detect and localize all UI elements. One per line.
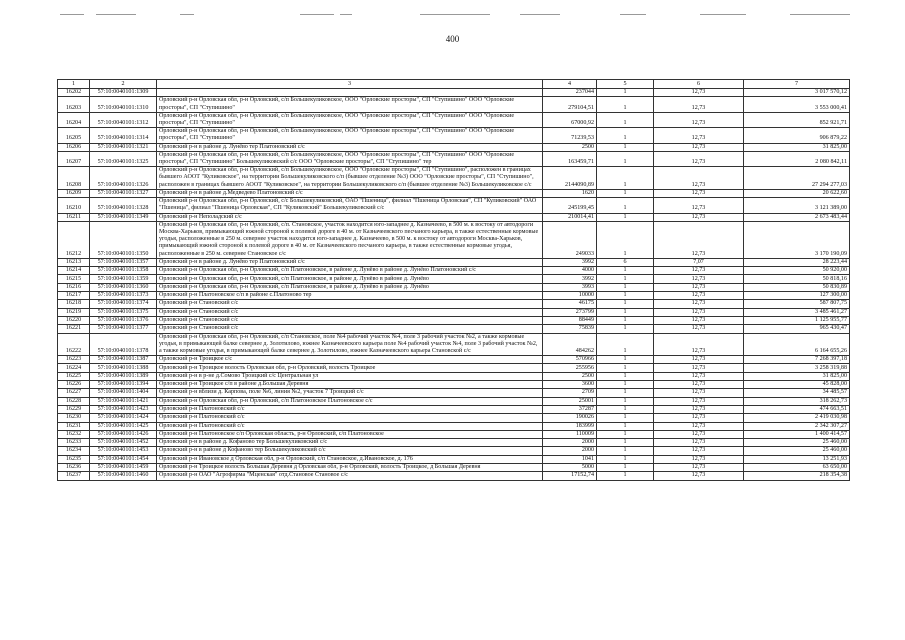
location-description-cell: Орловский р-н в районе д.Медведево Платоновский с/с bbox=[157, 189, 543, 197]
column-header: 7 bbox=[744, 80, 850, 89]
area-cell: 17152,74 bbox=[543, 472, 597, 480]
row-number-cell: 16222 bbox=[58, 333, 90, 356]
row-number-cell: 16216 bbox=[58, 283, 90, 291]
row-number-cell: 16217 bbox=[58, 292, 90, 300]
category-cell: 1 bbox=[597, 405, 654, 413]
category-cell: 1 bbox=[597, 333, 654, 356]
cadastral-value-cell: 20 622,60 bbox=[744, 189, 850, 197]
location-description-cell: Орловский р-н вблизи д. Карпова, поле №6, линия №2, участок 7 Троицкий с/с bbox=[157, 389, 543, 397]
cadastral-value-cell: 1 125 955,77 bbox=[744, 316, 850, 324]
row-number-cell: 16208 bbox=[58, 167, 90, 190]
cadastral-number-cell: 57:10:0040101:1359 bbox=[90, 275, 157, 283]
category-cell: 1 bbox=[597, 397, 654, 405]
rate-cell: 12,73 bbox=[654, 128, 744, 143]
rate-cell: 12,73 bbox=[654, 213, 744, 221]
area-cell: 67000,92 bbox=[543, 112, 597, 127]
cadastral-number-cell: 57:10:0040101:1321 bbox=[90, 143, 157, 151]
table-row bbox=[58, 300, 850, 308]
location-description-cell: Орловский р-н Троицкое с/п в районе д.Большая Деревня bbox=[157, 381, 543, 389]
category-cell: 1 bbox=[597, 439, 654, 447]
cadastral-value-cell: 25 460,00 bbox=[744, 439, 850, 447]
cadastral-value-cell: 50 920,00 bbox=[744, 267, 850, 275]
area-cell: 183999 bbox=[543, 422, 597, 430]
rate-cell: 12,73 bbox=[654, 292, 744, 300]
category-cell: 1 bbox=[597, 283, 654, 291]
cadastral-value-cell: 3 258 319,88 bbox=[744, 364, 850, 372]
area-cell: 2144090,89 bbox=[543, 167, 597, 190]
row-number-cell: 16226 bbox=[58, 381, 90, 389]
cadastral-value-cell: 2 342 307,27 bbox=[744, 422, 850, 430]
cadastral-value-cell: 2 673 483,44 bbox=[744, 213, 850, 221]
rate-cell: 12,73 bbox=[654, 221, 744, 258]
table-row bbox=[58, 439, 850, 447]
location-description-cell: Орловский р-н Орловская обл, р-н Орловский, с/п Платоновское, в районе д. Лунёво в районе д. Лунёво bbox=[157, 283, 543, 291]
location-description-cell: Орловский р-н Ивановское д Орловская обл, р-н Орловский, с/п Становское, д.Ивановское, д. 176 bbox=[157, 455, 543, 463]
location-description-cell: Орловский р-н Орловская обл, р-н Орловский, с/п Большекуликовское, ООО "Орловские просторы", СП "Ступишино" ООО "Орловские просторы", СП "Ступишино" bbox=[157, 112, 543, 127]
cadastral-number-cell: 57:10:0040101:1326 bbox=[90, 167, 157, 190]
rate-cell: 12,73 bbox=[654, 455, 744, 463]
category-cell: 1 bbox=[597, 316, 654, 324]
location-description-cell: Орловский р-н Орловская обл, р-н Орловский, с/п Становское, поле №4 рабочий участок №4, поле 3 рабочий участок №2, а также кормовые угодья, в примыкающей балке севернее д. Золотилово, южнее Казначеевского карьера поле №4 рабочий участок №4, поле 3 рабочий участок №2, а также кормовые угодья, в примыкающей балке севернее д. Золотилово, южнее Казначеевского карьера Становской с/с bbox=[157, 333, 543, 356]
area-cell: 2000 bbox=[543, 439, 597, 447]
row-number-cell: 16232 bbox=[58, 430, 90, 438]
rate-cell: 12,73 bbox=[654, 397, 744, 405]
cadastral-value-cell: 3 553 000,41 bbox=[744, 97, 850, 112]
row-number-cell: 16215 bbox=[58, 275, 90, 283]
category-cell: 1 bbox=[597, 189, 654, 197]
land-registry-table bbox=[57, 79, 850, 481]
table-row bbox=[58, 414, 850, 422]
scan-artifact bbox=[0, 14, 905, 18]
cadastral-value-cell: 965 430,47 bbox=[744, 325, 850, 333]
table-row bbox=[58, 128, 850, 143]
area-cell: 71239,53 bbox=[543, 128, 597, 143]
table-row bbox=[58, 364, 850, 372]
row-number-cell: 16203 bbox=[58, 97, 90, 112]
table-row bbox=[58, 267, 850, 275]
cadastral-number-cell: 57:10:0040101:1374 bbox=[90, 300, 157, 308]
cadastral-value-cell: 2 080 842,11 bbox=[744, 151, 850, 166]
rate-cell: 12,73 bbox=[654, 372, 744, 380]
location-description-cell: Орловский р-н Платоновский с/с bbox=[157, 414, 543, 422]
location-description-cell: Орловский р-н Неполадский с/с bbox=[157, 213, 543, 221]
column-header: 4 bbox=[543, 80, 597, 89]
cadastral-value-cell: 63 650,00 bbox=[744, 463, 850, 471]
category-cell: 1 bbox=[597, 372, 654, 380]
cadastral-value-cell: 3 485 461,27 bbox=[744, 308, 850, 316]
cadastral-value-cell: 906 879,22 bbox=[744, 128, 850, 143]
row-number-cell: 16219 bbox=[58, 308, 90, 316]
area-cell: 163459,71 bbox=[543, 151, 597, 166]
rate-cell: 12,73 bbox=[654, 112, 744, 127]
row-number-cell: 16202 bbox=[58, 89, 90, 97]
category-cell: 1 bbox=[597, 97, 654, 112]
cadastral-number-cell: 57:10:0040101:1459 bbox=[90, 463, 157, 471]
table-row bbox=[58, 221, 850, 258]
rate-cell: 12,73 bbox=[654, 308, 744, 316]
header-row bbox=[58, 80, 850, 89]
table-row bbox=[58, 455, 850, 463]
location-description-cell: Орловский р-н Орловская обл, р-н Орловский, с/п Большекуликовское, ООО "Орловские просторы", СП "Ступишино" ООО "Орловские просторы", СП "Ступишино" Большекуликовский с/с ООО "Орловские просторы", СП "Ступишино" тер bbox=[157, 151, 543, 166]
area-cell: 190026 bbox=[543, 414, 597, 422]
cadastral-number-cell: 57:10:0040101:1349 bbox=[90, 213, 157, 221]
category-cell: 1 bbox=[597, 455, 654, 463]
table-row bbox=[58, 316, 850, 324]
rate-cell: 12,73 bbox=[654, 316, 744, 324]
row-number-cell: 16213 bbox=[58, 258, 90, 266]
table-row bbox=[58, 292, 850, 300]
rate-cell: 12,73 bbox=[654, 97, 744, 112]
area-cell: 46175 bbox=[543, 300, 597, 308]
location-description-cell: Орловский р-н Орловская обл, р-н Орловский, с/п Платоновское, в районе д. Лунёво в районе д. Лунёво Платоновский с/с bbox=[157, 267, 543, 275]
category-cell: 1 bbox=[597, 198, 654, 213]
location-description-cell: Орловский р-н Орловская обл, р-н Орловский, с/п Платоновское Платоновское с/с bbox=[157, 397, 543, 405]
location-description-cell: Орловский р-н Становский с/с bbox=[157, 325, 543, 333]
row-number-cell: 16235 bbox=[58, 455, 90, 463]
location-description-cell: Орловский р-н Орловская обл, р-н Орловский, с/п Большекуликовское, ООО "Орловские просторы", СП "Ступишино", расположен в границах бывшего АООТ "Куликовское", на территории Большекуликовского с/п (бывшее отделение №3) ООО "Орловские просторы", СП "Ступишино", расположен в границах бывшего АООТ "Куликовское", на территории Большекуликовского с/п (бывшее отделение №3) Большекуликовское с/с bbox=[157, 167, 543, 190]
location-description-cell: Орловский р-н Становский с/с bbox=[157, 308, 543, 316]
area-cell: 75839 bbox=[543, 325, 597, 333]
row-number-cell: 16227 bbox=[58, 389, 90, 397]
area-cell: 3600 bbox=[543, 381, 597, 389]
rate-cell: 12,73 bbox=[654, 422, 744, 430]
cadastral-value-cell: 25 460,00 bbox=[744, 447, 850, 455]
area-cell: 3993 bbox=[543, 283, 597, 291]
rate-cell: 12,73 bbox=[654, 356, 744, 364]
location-description-cell: Орловский р-н в р-не д.Сомово Троицкий с/с Центральная ул bbox=[157, 372, 543, 380]
category-cell: 1 bbox=[597, 463, 654, 471]
rate-cell: 12,73 bbox=[654, 439, 744, 447]
cadastral-number-cell: 57:10:0040101:1325 bbox=[90, 151, 157, 166]
cadastral-value-cell: 7 268 397,18 bbox=[744, 356, 850, 364]
category-cell: 1 bbox=[597, 325, 654, 333]
table-row bbox=[58, 447, 850, 455]
cadastral-value-cell: 3 170 190,09 bbox=[744, 221, 850, 258]
table-row bbox=[58, 151, 850, 166]
area-cell: 1041 bbox=[543, 455, 597, 463]
category-cell: 1 bbox=[597, 221, 654, 258]
table-row bbox=[58, 198, 850, 213]
category-cell: 1 bbox=[597, 472, 654, 480]
cadastral-value-cell: 27 294 277,03 bbox=[744, 167, 850, 190]
table-row bbox=[58, 389, 850, 397]
location-description-cell bbox=[157, 89, 543, 97]
row-number-cell: 16207 bbox=[58, 151, 90, 166]
cadastral-value-cell: 318 262,73 bbox=[744, 397, 850, 405]
row-number-cell: 16224 bbox=[58, 364, 90, 372]
area-cell: 245199,45 bbox=[543, 198, 597, 213]
rate-cell: 12,73 bbox=[654, 414, 744, 422]
cadastral-value-cell: 127 300,00 bbox=[744, 292, 850, 300]
category-cell: 1 bbox=[597, 213, 654, 221]
area-cell: 4000 bbox=[543, 267, 597, 275]
table-row bbox=[58, 333, 850, 356]
area-cell: 25001 bbox=[543, 397, 597, 405]
rate-cell: 12,73 bbox=[654, 143, 744, 151]
column-header: 6 bbox=[654, 80, 744, 89]
rate-cell: 12,73 bbox=[654, 325, 744, 333]
rate-cell: 7,07 bbox=[654, 258, 744, 266]
cadastral-number-cell: 57:10:0040101:1350 bbox=[90, 221, 157, 258]
location-description-cell: Орловский р-н Платоновское с/п в районе с.Платоново тер bbox=[157, 292, 543, 300]
location-description-cell: Орловский р-н Платоновское с/п Орловская область, р-н Орловский, с/п Платоновское bbox=[157, 430, 543, 438]
location-description-cell: Орловский р-н в районе д. Лунёво тер Платоновский с/с bbox=[157, 258, 543, 266]
location-description-cell: Орловский р-н Троицкое волость Большая Деревня д Орловская обл, р-н Орловский, волость Троицкое, д Большая Деревня bbox=[157, 463, 543, 471]
rate-cell: 12,73 bbox=[654, 447, 744, 455]
cadastral-number-cell: 57:10:0040101:1377 bbox=[90, 325, 157, 333]
rate-cell: 12,73 bbox=[654, 275, 744, 283]
area-cell: 10000 bbox=[543, 292, 597, 300]
table-row bbox=[58, 463, 850, 471]
table-row bbox=[58, 308, 850, 316]
area-cell: 5000 bbox=[543, 463, 597, 471]
cadastral-value-cell: 2 419 030,98 bbox=[744, 414, 850, 422]
cadastral-number-cell: 57:10:0040101:1378 bbox=[90, 333, 157, 356]
location-description-cell: Орловский р-н в районе д. Кофаново тер Большекуликовский с/с bbox=[157, 439, 543, 447]
rate-cell: 12,73 bbox=[654, 463, 744, 471]
area-cell: 1620 bbox=[543, 189, 597, 197]
table-row bbox=[58, 430, 850, 438]
table-row bbox=[58, 143, 850, 151]
cadastral-value-cell: 587 807,75 bbox=[744, 300, 850, 308]
cadastral-value-cell: 50 830,89 bbox=[744, 283, 850, 291]
table-row bbox=[58, 167, 850, 190]
table-row bbox=[58, 275, 850, 283]
rate-cell: 12,73 bbox=[654, 151, 744, 166]
category-cell: 1 bbox=[597, 112, 654, 127]
cadastral-value-cell: 31 825,00 bbox=[744, 372, 850, 380]
area-cell: 2500 bbox=[543, 372, 597, 380]
category-cell: 1 bbox=[597, 267, 654, 275]
area-cell: 570966 bbox=[543, 356, 597, 364]
table-row bbox=[58, 381, 850, 389]
row-number-cell: 16206 bbox=[58, 143, 90, 151]
location-description-cell: Орловский р-н Троицкое волость Орловская обл, р-н Орловский, волость Троицкое bbox=[157, 364, 543, 372]
page-number: 400 bbox=[445, 34, 460, 44]
cadastral-number-cell: 57:10:0040101:1309 bbox=[90, 89, 157, 97]
location-description-cell: Орловский р-н Орловская обл, р-н Орловский, с/п Большекуликовское, ООО "Орловские просторы", СП "Ступишино" ООО "Орловские просторы", СП "Ступишино" bbox=[157, 128, 543, 143]
location-description-cell: Орловский р-н Орловская обл, р-н Орловский, с/с Большекуликовский, ОАО "Пшеница", филиал "Пшеница Орловская", СП "Куликовский" ОАО "Пшеница", филиал "Пшеница Орловская", СП "Куликовский" Большекуликовский с/с bbox=[157, 198, 543, 213]
area-cell: 255956 bbox=[543, 364, 597, 372]
rate-cell: 12,73 bbox=[654, 333, 744, 356]
rate-cell: 12,73 bbox=[654, 381, 744, 389]
cadastral-number-cell: 57:10:0040101:1460 bbox=[90, 472, 157, 480]
category-cell: 1 bbox=[597, 143, 654, 151]
table-row bbox=[58, 258, 850, 266]
location-description-cell: Орловский р-н в районе д. Лунёво тер Платоновский с/с bbox=[157, 143, 543, 151]
category-cell: 1 bbox=[597, 364, 654, 372]
cadastral-number-cell: 57:10:0040101:1453 bbox=[90, 447, 157, 455]
cadastral-number-cell: 57:10:0040101:1387 bbox=[90, 356, 157, 364]
rate-cell: 12,73 bbox=[654, 189, 744, 197]
cadastral-number-cell: 57:10:0040101:1454 bbox=[90, 455, 157, 463]
location-description-cell: Орловский р-н в районе д Кофаново тер Большекуликовский с/с bbox=[157, 447, 543, 455]
column-header: 2 bbox=[90, 80, 157, 89]
cadastral-value-cell: 31 825,00 bbox=[744, 143, 850, 151]
table-row bbox=[58, 89, 850, 97]
category-cell: 1 bbox=[597, 308, 654, 316]
table-row bbox=[58, 325, 850, 333]
location-description-cell: Орловский р-н Платоновский с/с bbox=[157, 422, 543, 430]
rate-cell: 12,73 bbox=[654, 430, 744, 438]
category-cell: 1 bbox=[597, 167, 654, 190]
cadastral-value-cell: 3 121 389,00 bbox=[744, 198, 850, 213]
table-row bbox=[58, 372, 850, 380]
area-cell: 210014,41 bbox=[543, 213, 597, 221]
cadastral-value-cell: 1 400 414,57 bbox=[744, 430, 850, 438]
cadastral-number-cell: 57:10:0040101:1312 bbox=[90, 112, 157, 127]
category-cell: 1 bbox=[597, 389, 654, 397]
cadastral-number-cell: 57:10:0040101:1360 bbox=[90, 283, 157, 291]
location-description-cell: Орловский р-н Орловская обл, р-н Орловский, с/п Большекуликовское, ООО "Орловские просторы", СП "Ступишино" ООО "Орловские просторы", СП "Ступишино" bbox=[157, 97, 543, 112]
area-cell: 2500 bbox=[543, 143, 597, 151]
cadastral-number-cell: 57:10:0040101:1388 bbox=[90, 364, 157, 372]
location-description-cell: Орловский р-н Становский с/с bbox=[157, 300, 543, 308]
location-description-cell: Орловский р-н Платоновский с/с bbox=[157, 405, 543, 413]
cadastral-number-cell: 57:10:0040101:1373 bbox=[90, 292, 157, 300]
column-header: 3 bbox=[157, 80, 543, 89]
rate-cell: 12,73 bbox=[654, 89, 744, 97]
row-number-cell: 16214 bbox=[58, 267, 90, 275]
cadastral-value-cell: 6 164 655,26 bbox=[744, 333, 850, 356]
table-row bbox=[58, 397, 850, 405]
row-number-cell: 16211 bbox=[58, 213, 90, 221]
area-cell: 249033 bbox=[543, 221, 597, 258]
cadastral-number-cell: 57:10:0040101:1425 bbox=[90, 422, 157, 430]
area-cell: 279104,51 bbox=[543, 97, 597, 112]
table-row bbox=[58, 472, 850, 480]
row-number-cell: 16234 bbox=[58, 447, 90, 455]
cadastral-number-cell: 57:10:0040101:1314 bbox=[90, 128, 157, 143]
area-cell: 484262 bbox=[543, 333, 597, 356]
cadastral-number-cell: 57:10:0040101:1452 bbox=[90, 439, 157, 447]
cadastral-value-cell: 34 485,57 bbox=[744, 389, 850, 397]
area-cell: 273799 bbox=[543, 308, 597, 316]
cadastral-number-cell: 57:10:0040101:1426 bbox=[90, 430, 157, 438]
row-number-cell: 16237 bbox=[58, 472, 90, 480]
cadastral-number-cell: 57:10:0040101:1404 bbox=[90, 389, 157, 397]
cadastral-value-cell: 50 818,16 bbox=[744, 275, 850, 283]
rate-cell: 12,73 bbox=[654, 364, 744, 372]
table-row bbox=[58, 283, 850, 291]
row-number-cell: 16225 bbox=[58, 372, 90, 380]
table-row bbox=[58, 213, 850, 221]
category-cell: 1 bbox=[597, 430, 654, 438]
category-cell: 1 bbox=[597, 414, 654, 422]
table-row bbox=[58, 112, 850, 127]
cadastral-number-cell: 57:10:0040101:1327 bbox=[90, 189, 157, 197]
table-row bbox=[58, 356, 850, 364]
row-number-cell: 16223 bbox=[58, 356, 90, 364]
area-cell: 237044 bbox=[543, 89, 597, 97]
cadastral-value-cell: 474 663,51 bbox=[744, 405, 850, 413]
row-number-cell: 16231 bbox=[58, 422, 90, 430]
category-cell: 1 bbox=[597, 356, 654, 364]
category-cell: 1 bbox=[597, 422, 654, 430]
area-cell: 2000 bbox=[543, 447, 597, 455]
area-cell: 2709 bbox=[543, 389, 597, 397]
row-number-cell: 16220 bbox=[58, 316, 90, 324]
table-row bbox=[58, 405, 850, 413]
category-cell: 1 bbox=[597, 292, 654, 300]
row-number-cell: 16204 bbox=[58, 112, 90, 127]
rate-cell: 12,73 bbox=[654, 267, 744, 275]
row-number-cell: 16210 bbox=[58, 198, 90, 213]
area-cell: 3992 bbox=[543, 258, 597, 266]
area-cell: 110009 bbox=[543, 430, 597, 438]
rate-cell: 12,73 bbox=[654, 167, 744, 190]
rate-cell: 12,73 bbox=[654, 198, 744, 213]
location-description-cell: Орловский р-н Становский с/с bbox=[157, 316, 543, 324]
rate-cell: 12,73 bbox=[654, 389, 744, 397]
row-number-cell: 16221 bbox=[58, 325, 90, 333]
row-number-cell: 16233 bbox=[58, 439, 90, 447]
category-cell: 6 bbox=[597, 258, 654, 266]
row-number-cell: 16218 bbox=[58, 300, 90, 308]
cadastral-value-cell: 218 354,38 bbox=[744, 472, 850, 480]
cadastral-number-cell: 57:10:0040101:1376 bbox=[90, 316, 157, 324]
cadastral-number-cell: 57:10:0040101:1328 bbox=[90, 198, 157, 213]
column-header: 5 bbox=[597, 80, 654, 89]
cadastral-number-cell: 57:10:0040101:1421 bbox=[90, 397, 157, 405]
cadastral-number-cell: 57:10:0040101:1375 bbox=[90, 308, 157, 316]
cadastral-number-cell: 57:10:0040101:1357 bbox=[90, 258, 157, 266]
row-number-cell: 16236 bbox=[58, 463, 90, 471]
category-cell: 1 bbox=[597, 89, 654, 97]
location-description-cell: Орловский р-н Орловская обл, р-н Орловский, с/п Платоновское, в районе д. Лунёво в районе д. Лунёво bbox=[157, 275, 543, 283]
row-number-cell: 16205 bbox=[58, 128, 90, 143]
table-row bbox=[58, 97, 850, 112]
rate-cell: 12,73 bbox=[654, 283, 744, 291]
row-number-cell: 16228 bbox=[58, 397, 90, 405]
cadastral-value-cell: 28 223,44 bbox=[744, 258, 850, 266]
category-cell: 1 bbox=[597, 151, 654, 166]
table-row bbox=[58, 189, 850, 197]
cadastral-value-cell: 13 251,93 bbox=[744, 455, 850, 463]
cadastral-value-cell: 45 828,00 bbox=[744, 381, 850, 389]
location-description-cell: Орловский р-н Троицкое с/с bbox=[157, 356, 543, 364]
cadastral-value-cell: 852 921,71 bbox=[744, 112, 850, 127]
location-description-cell: Орловский р-н ОАО "Агрофирма "Мценская" отд.Становое Становое с/с bbox=[157, 472, 543, 480]
column-header: 1 bbox=[58, 80, 90, 89]
cadastral-number-cell: 57:10:0040101:1389 bbox=[90, 372, 157, 380]
table-row bbox=[58, 422, 850, 430]
row-number-cell: 16209 bbox=[58, 189, 90, 197]
row-number-cell: 16229 bbox=[58, 405, 90, 413]
row-number-cell: 16212 bbox=[58, 221, 90, 258]
category-cell: 1 bbox=[597, 447, 654, 455]
cadastral-number-cell: 57:10:0040101:1358 bbox=[90, 267, 157, 275]
rate-cell: 12,73 bbox=[654, 300, 744, 308]
cadastral-number-cell: 57:10:0040101:1394 bbox=[90, 381, 157, 389]
location-description-cell: Орловский р-н Орловская обл, р-н Орловский, с/п. Становское, участок находится юго-западнее д. Казначеево, в 500 м. к востоку от автодороги Москва-Харьков, примыкающий южной стороной к полевой дороге в 40 м. от Казначеевского песчаного карьера, в также естественные кормовые угодья, расположенные в 250 м. севернее участок находится юго-западнее д. Казначеево, в 500 м. к востоку от автодороги Москва-Харьков, примыкающий южной стороной к полевой дороге в 40 м. от Казначеевского песчаного карьера, в также естественные кормовые угодья, расположенные в 250 м. севернее Становское с/с bbox=[157, 221, 543, 258]
cadastral-number-cell: 57:10:0040101:1310 bbox=[90, 97, 157, 112]
category-cell: 1 bbox=[597, 275, 654, 283]
area-cell: 3992 bbox=[543, 275, 597, 283]
area-cell: 37287 bbox=[543, 405, 597, 413]
category-cell: 1 bbox=[597, 128, 654, 143]
cadastral-number-cell: 57:10:0040101:1423 bbox=[90, 405, 157, 413]
rate-cell: 12,73 bbox=[654, 472, 744, 480]
area-cell: 88449 bbox=[543, 316, 597, 324]
row-number-cell: 16230 bbox=[58, 414, 90, 422]
rate-cell: 12,73 bbox=[654, 405, 744, 413]
cadastral-value-cell: 3 017 570,12 bbox=[744, 89, 850, 97]
category-cell: 1 bbox=[597, 381, 654, 389]
category-cell: 1 bbox=[597, 300, 654, 308]
cadastral-number-cell: 57:10:0040101:1424 bbox=[90, 414, 157, 422]
